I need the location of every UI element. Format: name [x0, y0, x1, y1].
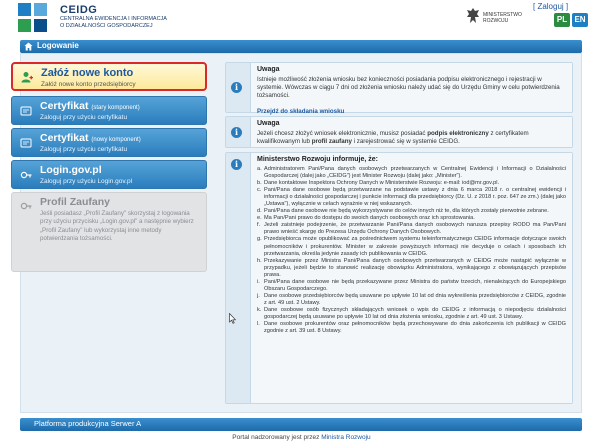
- login-gov-button[interactable]: [11, 160, 207, 189]
- gdpr-item-text: Dane kontaktowe Inspektora Ochrony Danych w Ministerstwie Rozwoju: e-mail: iod@mr.gov.pl.: [264, 180, 500, 187]
- info-icon: i: [231, 82, 242, 93]
- create-account-subtitle: Załóż nowe konto przedsiębiorcy: [41, 81, 136, 88]
- gdpr-item-letter: a.: [257, 166, 262, 172]
- brand-subtitle-line2: O DZIAŁALNOŚCI GOSPODARCZEJ: [60, 23, 153, 29]
- gdpr-list-item: [257, 236, 566, 257]
- certificate-new-button[interactable]: [11, 128, 207, 157]
- brand-subtitle-line1: CENTRALNA EWIDENCJA I INFORMACJA: [60, 16, 167, 22]
- home-icon[interactable]: [24, 42, 33, 51]
- gdpr-list-item: [257, 187, 566, 208]
- ministry-logo: [466, 5, 526, 31]
- notice-text: Jeżeli chcesz złożyć wniosek elektronicznie, musisz posiadać podpis elektroniczny z certyfikatem kwalifikowanym lub profil zaufany i zarejestrować się w systemie CEIDG.: [257, 130, 529, 145]
- gdpr-list-item: [257, 279, 566, 293]
- notice-title: Uwaga: [257, 120, 280, 127]
- certificate-new-title: Certyfikat: [40, 132, 89, 144]
- gdpr-item-text: Dane osobowe osób fizycznych składających wniosek o wpis do CEIDG z informacją o niepodjęciu działalności gospodarczej będą usuwane po upływie 10 lat od dnia złożenia wniosku, zgodnie z art. 49 ust. 3 Ustawy.: [264, 306, 566, 320]
- lang-pl-button[interactable]: PL: [554, 13, 570, 27]
- gdpr-item-text: Pani/Pana dane osobowe nie będą wykorzystywane do celów innych niż te, dla których zostały pierwotnie zebrane.: [264, 208, 549, 215]
- footer-bar: [20, 418, 582, 431]
- gdpr-item-letter: b.: [257, 180, 262, 187]
- portal-text: Portal nadzorowany jest przez: [232, 434, 322, 441]
- certificate-new-subtitle: Zaloguj przy użyciu certyfikatu: [40, 146, 128, 153]
- mouse-cursor-icon: [229, 313, 236, 324]
- gdpr-item-letter: h.: [257, 257, 262, 264]
- certificate-icon: [20, 105, 32, 117]
- brand: [60, 4, 167, 30]
- add-user-icon: [21, 71, 33, 83]
- lang-en-button[interactable]: EN: [572, 13, 588, 27]
- gdpr-item-text: Jeżeli zaistnieje podejrzenie, że przetwarzanie Pani/Pana danych osobowych narusza przepisy RODO ma Pan/Pani prawo wnieść skargę do Prezesa Urzędu Ochrony Danych Osobowych.: [264, 222, 566, 236]
- certificate-icon: [20, 137, 32, 149]
- portal-supervision: [0, 434, 603, 441]
- key-icon: [20, 169, 32, 181]
- platform-label: Platforma produkcyjna Serwer A: [34, 419, 142, 428]
- gdpr-item-letter: d.: [257, 208, 262, 215]
- ministry-line1: MINISTERSTWO: [483, 12, 522, 18]
- ministry-link[interactable]: Ministra Rozwoju: [321, 434, 371, 441]
- eagle-emblem-icon: [466, 7, 480, 25]
- gdpr-item-letter: l.: [257, 321, 260, 328]
- certificate-old-note: (stary komponent): [91, 105, 140, 111]
- gdpr-list-item: [257, 208, 566, 215]
- gdpr-list-item: [257, 166, 566, 180]
- brand-title: CEIDG: [60, 4, 98, 16]
- gdpr-item-text: Przekazywanie przez Ministra Pani/Pana danych osobowych przetwarzanych w CEIDG może nastąpić wyłącznie w przypadku, jeżeli będzie to stanowić realizację obowiązku Administratora, wynikającego z obowiązujących przepisów prawa.: [264, 257, 566, 278]
- gdpr-list-item: [257, 215, 566, 222]
- certificate-old-title: Certyfikat: [40, 100, 89, 112]
- notice-title: Uwaga: [257, 66, 280, 73]
- notice-box-signature: [225, 116, 573, 148]
- create-account-title: Załóż nowe konto: [41, 67, 134, 79]
- gdpr-list-item: [257, 307, 566, 321]
- gdpr-item-letter: j.: [257, 292, 260, 299]
- notice-box-no-signature: [225, 62, 573, 113]
- gdpr-list-item: [257, 293, 566, 307]
- gdpr-item-letter: e.: [257, 215, 262, 222]
- gdpr-list-item: [257, 321, 566, 335]
- gdpr-item-text: Dane osobowe prokurentów oraz pełnomocników będą przechowywane do dnia zakończenia ich publikacji w CEIDG zgodnie z art. 39 ust. 8 Ustawy.: [264, 321, 566, 335]
- info-icon: i: [231, 159, 242, 170]
- gdpr-list-item: [257, 222, 566, 236]
- login-link[interactable]: [ Zaloguj ]: [533, 2, 569, 11]
- gdpr-item-text: Przedsiębiorca może opublikować za pośrednictwem systemu teleinformatycznego CEIDG informacje dotyczące swoich pełnomocników i prokurentów. Minister w zakresie powyższych informacji nie decyduje o celach i sposobach ich przetwarzania, określa jedynie zasady ich publikowania w CEIDG.: [264, 236, 566, 257]
- ministry-line2: ROZWOJU: [483, 18, 509, 24]
- trusted-profile-title: Profil Zaufany: [40, 196, 111, 208]
- create-account-button[interactable]: [11, 62, 207, 91]
- gdpr-item-text: Pani/Pana dane osobowe będą przetwarzane na podstawie ustawy z dnia 6 marca 2018 r. o centralnej ewidencji i informacji o działalności gospodarczej i punkcie informacji dla przedsiębiorcy (Dz. U. z 2018 r. poz. 647 ze zm.) (dalej jako „Ustawa"), wyłącznie w celach wyrażnie w niej wskazanych.: [264, 187, 566, 208]
- gdpr-list-item: [257, 180, 566, 187]
- gdpr-item-text: Dane osobowe przedsiębiorców będą usuwane po upływie 10 lat od dnia wykreślenia przedsiębiorców z CEIDG, zgodnie z art. 49 ust. 2 Ustawy.: [264, 292, 566, 306]
- gdpr-item-letter: i.: [257, 278, 260, 285]
- gdpr-list-item: [257, 258, 566, 279]
- key-icon: [20, 200, 32, 212]
- info-icon: i: [231, 127, 242, 138]
- trusted-profile-button: [11, 192, 207, 272]
- gdpr-item-text: Pani/Pana dane osobowe nie będą przekazywane przez Ministra do państw trzecich, nienależących do Europejskiego Obszaru Gospodarczego.: [264, 278, 566, 292]
- login-gov-title: Login.gov.pl: [40, 164, 102, 176]
- page-title-bar: [20, 40, 582, 53]
- certificate-old-button[interactable]: [11, 96, 207, 125]
- gdpr-item-letter: c.: [257, 187, 262, 194]
- gdpr-info-box: [225, 152, 573, 404]
- header: [0, 0, 603, 36]
- gdpr-item-letter: g.: [257, 236, 262, 243]
- page-title: Logowanie: [37, 41, 79, 50]
- gdpr-item-text: Ma Pan/Pani prawo do dostępu do swoich danych osobowych oraz ich sprostowania.: [264, 215, 475, 222]
- trusted-profile-description: Jeśli posiadasz „Profil Zaufany" skorzystaj z logowania przy użyciu przycisku „Login.gov.pl" a następnie wybierz „Profil Zaufany" lub wykorzystaj inne metody potwierdzania tożsamości.: [40, 210, 194, 242]
- gdpr-item-text: Administratorem Pani/Pana danych osobowych przetwarzanych w Centralnej Ewidencji i Informacji o Działalności Gospodarczej (dalej jako „CEIDG") jest Minister Rozwoju (dalej jako: „Minister").: [264, 166, 566, 180]
- submit-application-link[interactable]: Przejdź do składania wniosku: [257, 108, 345, 115]
- notice-text: Istnieje możliwość złożenia wniosku bez konieczności posiadania podpisu elektronicznego i rejestracji w systemie. Wówczas w ciągu 7 dni od złożenia wniosku należy udać się do Urzędu Gminy w celu potwierdzenia tożsamości.: [257, 76, 560, 99]
- certificate-new-note: (nowy komponent): [91, 137, 141, 143]
- certificate-old-subtitle: Zaloguj przy użyciu certyfikatu: [40, 114, 128, 121]
- gdpr-item-letter: k.: [257, 306, 262, 313]
- gdpr-item-letter: f.: [257, 222, 261, 229]
- gdpr-title: Ministerstwo Rozwoju informuje, że:: [257, 156, 378, 163]
- ceidg-logo-icon[interactable]: [18, 3, 56, 33]
- gdpr-list: [257, 166, 566, 335]
- login-gov-subtitle: Zaloguj przy użyciu Login.gov.pl: [40, 178, 133, 185]
